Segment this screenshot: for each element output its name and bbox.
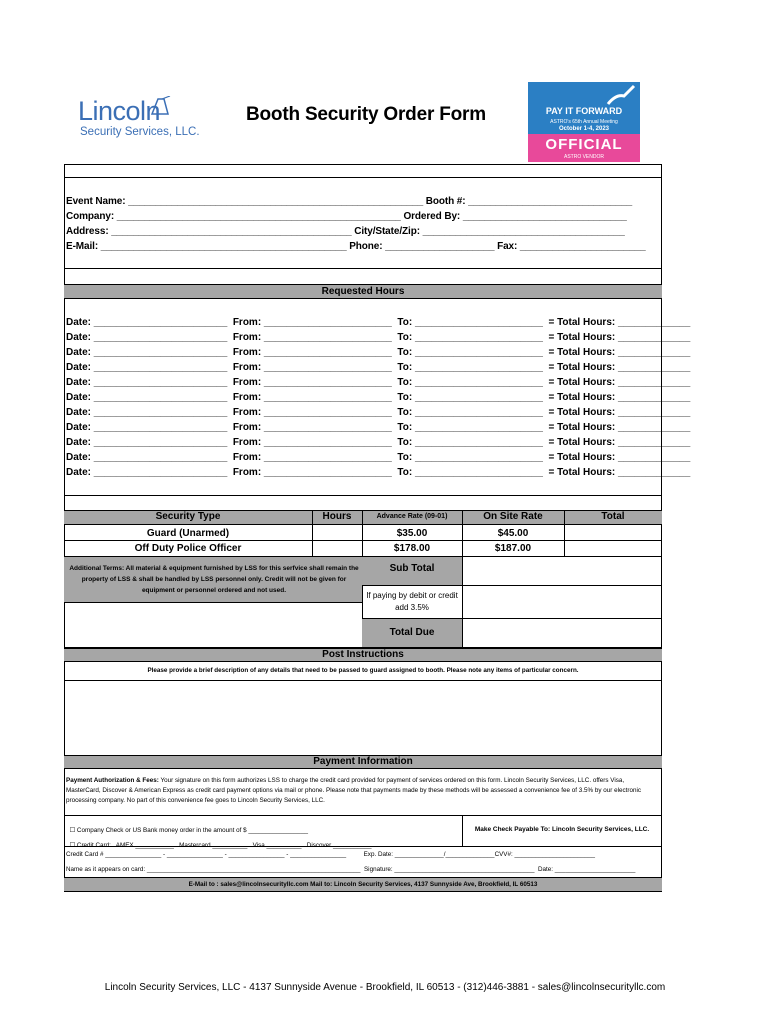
- logo-word: Lincoln: [78, 96, 161, 126]
- event-booth-line[interactable]: Event Name: ______________________________________________________ Booth #: ______________________________: [66, 196, 633, 207]
- debit-credit-note: If paying by debit or credit add 3.5%: [366, 591, 458, 612]
- check-option[interactable]: [66, 820, 308, 834]
- event-badge: [528, 82, 640, 162]
- row-police-type: Off Duty Police Officer: [134, 543, 242, 554]
- post-instructions-header: Post Instructions: [64, 648, 662, 662]
- total-due-value[interactable]: [462, 619, 662, 647]
- requested-hours-row[interactable]: Date: ________________________ From: _______________________ To: _______________________ = Total Hours: _____________: [66, 332, 691, 343]
- company-logo: [78, 96, 198, 142]
- requested-hours-row[interactable]: Date: ________________________ From: _______________________ To: _______________________ = Total Hours: _____________: [66, 422, 691, 433]
- header-security-type: Security Type: [155, 511, 221, 522]
- sub-total-label: Sub Total: [389, 563, 435, 574]
- row-police-onsite: $187.00: [494, 543, 532, 554]
- requested-hours-row[interactable]: Date: ________________________ From: _______________________ To: _______________________ = Total Hours: _____________: [66, 437, 691, 448]
- header-onsite-rate: On Site Rate: [483, 511, 543, 522]
- row-guard-onsite: $45.00: [497, 528, 529, 539]
- badge-line1: PAY IT FORWARD: [545, 106, 623, 116]
- sub-total-value[interactable]: [462, 557, 662, 585]
- cardholder-name-signature-line[interactable]: Name as it appears on card: _____________________________________________________________ Signature: ________________________________________ Date: _______________________: [66, 866, 636, 873]
- row-guard-advance: $35.00: [396, 528, 428, 539]
- badge-line5: ASTRO VENDOR: [563, 154, 604, 160]
- badge-line4: OFFICIAL: [545, 136, 623, 153]
- requested-hours-row[interactable]: Date: ________________________ From: _______________________ To: _______________________ = Total Hours: _____________: [66, 392, 691, 403]
- requested-hours-row[interactable]: Date: ________________________ From: _______________________ To: _______________________ = Total Hours: _____________: [66, 347, 691, 358]
- requested-hours-row[interactable]: Date: ________________________ From: _______________________ To: _______________________ = Total Hours: _____________: [66, 467, 691, 478]
- logo-subtitle: Security Services, LLC.: [80, 126, 200, 138]
- payment-information-header: Payment Information: [64, 755, 662, 769]
- email-mail-to-bar: E-Mail to : sales@lincolnsecurityllc.com Mail to: Lincoln Security Services, 4137 Sunnyside Ave, Brookfield, IL 60513: [64, 877, 662, 892]
- payable-to-note: Make Check Payable To: Lincoln Security Services, LLC.: [474, 826, 650, 833]
- additional-terms-text: Additional Terms: All material & equipment furnished by LSS for this serfvice shall remain the property of LSS & shall be handled by LSS personnel only. Credit will not be given for equipment or personnel ordered and not used.: [69, 565, 359, 594]
- check-option-label: Company Check or US Bank money order in the amount of $ _________________: [76, 827, 308, 834]
- header-hours: Hours: [322, 511, 352, 522]
- requested-hours-row[interactable]: Date: ________________________ From: _______________________ To: _______________________ = Total Hours: _____________: [66, 362, 691, 373]
- requested-hours-header: Requested Hours: [64, 284, 662, 299]
- payment-auth-label: Payment Authorization & Fees:: [66, 777, 159, 784]
- email-phone-fax-line[interactable]: E-Mail: _____________________________________________ Phone: ____________________ Fax: _______________________: [66, 241, 646, 252]
- total-due-label: Total Due: [389, 627, 435, 638]
- address-city-line[interactable]: Address: ____________________________________________ City/State/Zip: _____________________________________: [66, 226, 625, 237]
- requested-hours-row[interactable]: Date: ________________________ From: _______________________ To: _______________________ = Total Hours: _____________: [66, 377, 691, 388]
- badge-line2: ASTRO's 65th Annual Meeting: [550, 119, 618, 125]
- header-total: Total: [601, 511, 625, 522]
- page-title: Booth Security Order Form: [246, 104, 486, 125]
- row-police-advance: $178.00: [393, 543, 431, 554]
- credit-card-number-line[interactable]: Credit Card # ________________ - ________________ - ________________ - ________________ Exp. Date: ______________/______________CVV#: _______________________: [66, 851, 596, 858]
- payment-authorization-text: [66, 776, 660, 806]
- payment-auth-body: Your signature on this form authorizes LSS to charge the credit card provided for payment of services ordered on this form. Lincoln Security Services, LLC. offers Visa, MasterCard, Discover & American Express as credit card payment options via mail or phone. Please note that payments made by these methods will be assessed a convenience fee of 3.5% by our electronic processing company. No part of this convenience fee goes to Lincoln Security Services, LLC.: [66, 777, 642, 804]
- company-ordered-by-line[interactable]: Company: ____________________________________________________ Ordered By: ______________________________: [66, 211, 627, 222]
- post-instructions-input[interactable]: [65, 681, 661, 754]
- checkbox-icon[interactable]: ☐: [69, 827, 76, 834]
- requested-hours-row[interactable]: Date: ________________________ From: _______________________ To: _______________________ = Total Hours: _____________: [66, 407, 691, 418]
- lighthouse-icon: [150, 96, 172, 116]
- row-guard-type: Guard (Unarmed): [146, 528, 230, 539]
- handshake-icon: [606, 84, 636, 106]
- requested-hours-row[interactable]: Date: ________________________ From: _______________________ To: _______________________ = Total Hours: _____________: [66, 317, 691, 328]
- header-advance-rate: Advance Rate (09-01): [376, 513, 448, 520]
- badge-line3: October 1-4, 2023: [558, 126, 610, 132]
- post-instructions-note: Please provide a brief description of any details that need to be passed to guard assigned to booth. Please note any items of particular concern.: [147, 667, 579, 674]
- requested-hours-row[interactable]: Date: ________________________ From: _______________________ To: _______________________ = Total Hours: _____________: [66, 452, 691, 463]
- page-footer: Lincoln Security Services, LLC - 4137 Sunnyside Avenue - Brookfield, IL 60513 - (312)446-3881 - sales@lincolnsecurityllc.com: [104, 982, 666, 993]
